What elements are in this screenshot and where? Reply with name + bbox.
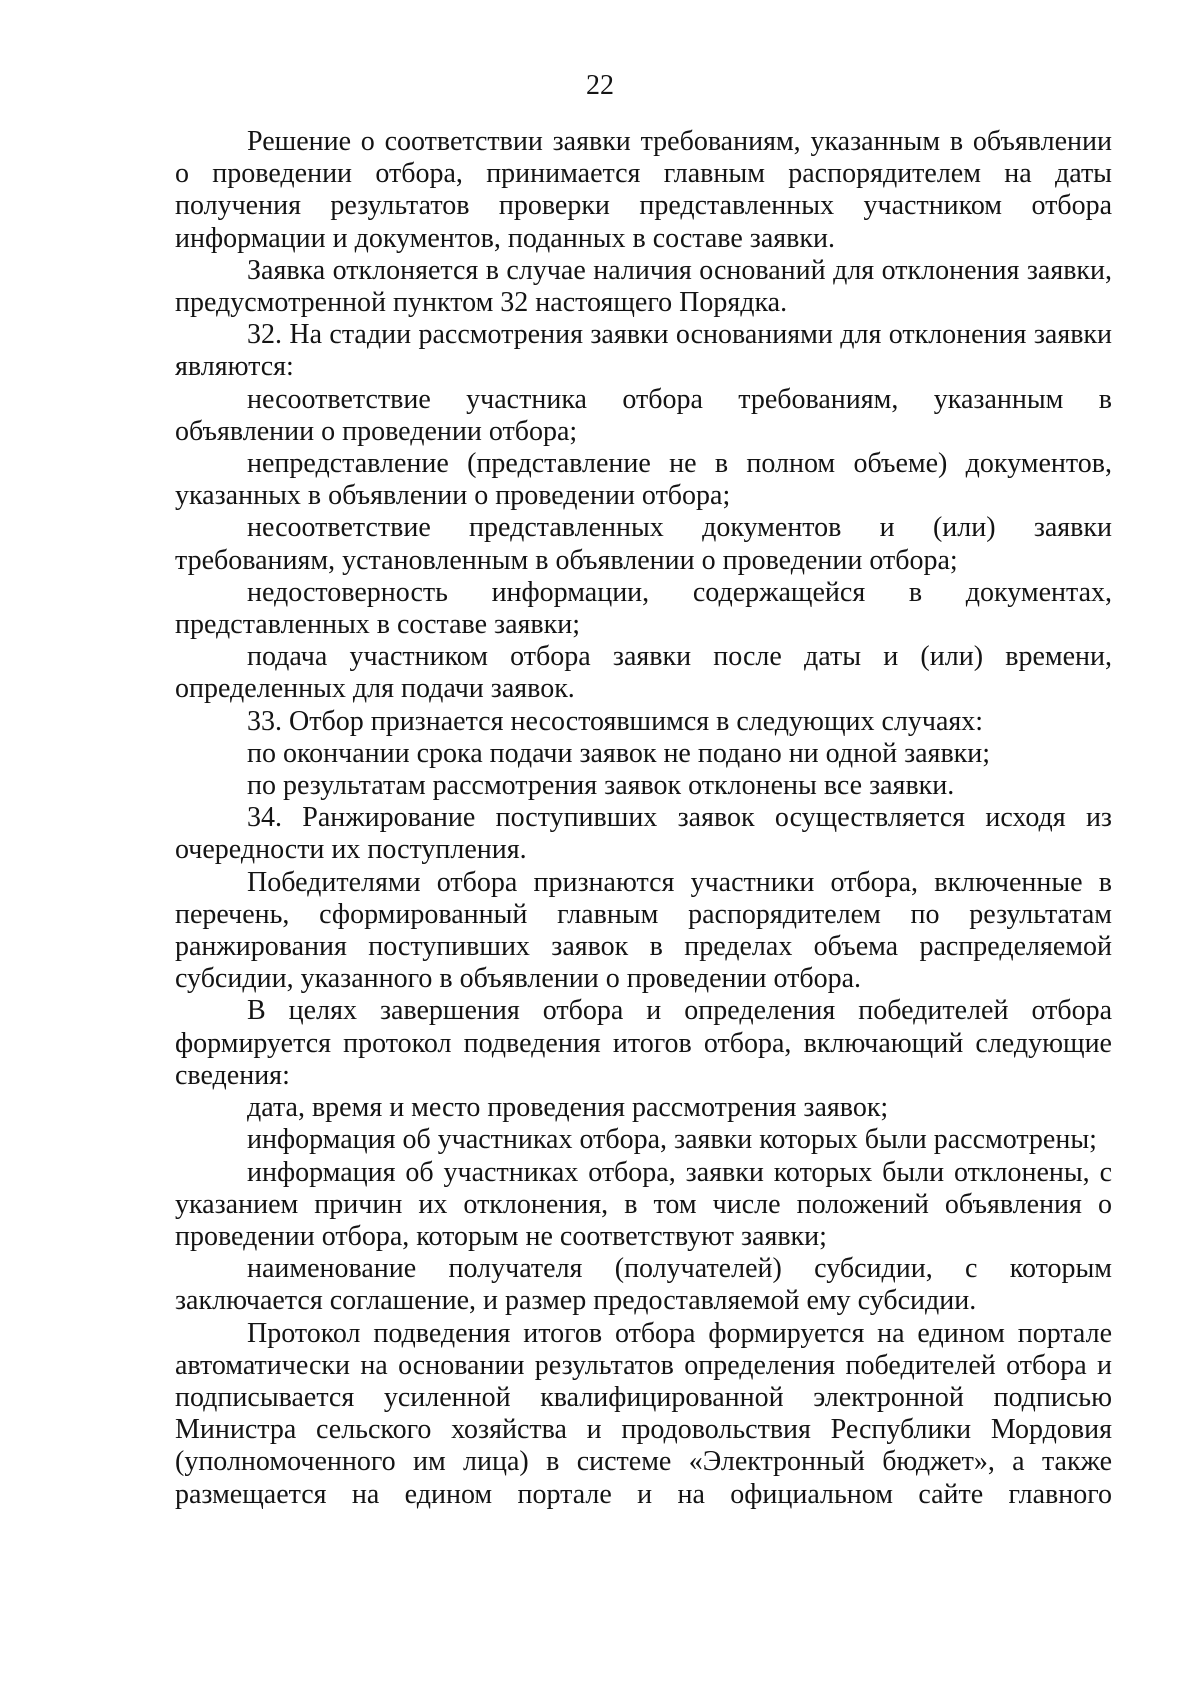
paragraph: подача участником отбора заявки после даты и (или) времени, определенных для подачи заявок. <box>175 641 1112 705</box>
paragraph: несоответствие участника отбора требованиям, указанным в объявлении о проведении отбора; <box>175 383 1112 447</box>
paragraph: В целях завершения отбора и определения победителей отбора формируется протокол подведения итогов отбора, включающий следующие сведения: <box>175 995 1112 1091</box>
paragraph: 34. Ранжирование поступивших заявок осуществляется исходя из очередности их поступления. <box>175 802 1112 866</box>
paragraph: Победителями отбора признаются участники отбора, включенные в перечень, сформированный главным распорядителем по результатам ранжирования поступивших заявок в пределах объема распределяемой субсидии, указанного в объявлении о проведении отбора. <box>175 866 1112 995</box>
paragraph: непредставление (представление не в полном объеме) документов, указанных в объявлении о проведении отбора; <box>175 448 1112 512</box>
paragraph: несоответствие представленных документов и (или) заявки требованиям, установленным в объявлении о проведении отбора; <box>175 512 1112 576</box>
paragraph: Решение о соответствии заявки требованиям, указанным в объявлении о проведении отбора, принимается главным распорядителем на даты получения результатов проверки представленных участником отбора информации и документов, поданных в составе заявки. <box>175 126 1112 254</box>
paragraph: информация об участниках отбора, заявки которых были отклонены, с указанием причин их отклонения, в том числе положений объявления о проведении отбора, которым не соответствуют заявки; <box>175 1156 1112 1252</box>
paragraph: информация об участниках отбора, заявки которых были рассмотрены; <box>247 1124 1097 1156</box>
paragraph: по окончании срока подачи заявок не подано ни одной заявки; <box>247 737 991 769</box>
paragraph: Протокол подведения итогов отбора формируется на едином портале автоматически на основании результатов определения победителей отбора и подписывается усиленной квалифицированной электронной подписью Министра сельского хозяйства и продовольствия Республики Мордовия (уполномоченного им лица) в системе «Электронный бюджет», а также размещается на едином портале и на официальном сайте главного <box>175 1317 1112 1510</box>
paragraph: по результатам рассмотрения заявок отклонены все заявки. <box>247 770 955 802</box>
paragraph: 32. На стадии рассмотрения заявки основаниями для отклонения заявки являются: <box>175 319 1112 383</box>
paragraph: Заявка отклоняется в случае наличия оснований для отклонения заявки, предусмотренной пунктом 32 настоящего Порядка. <box>175 254 1112 319</box>
page-number: 22 <box>586 70 614 101</box>
paragraph: дата, время и место проведения рассмотрения заявок; <box>247 1092 889 1124</box>
document-body <box>175 126 1112 1511</box>
paragraph: 33. Отбор признается несостоявшимся в следующих случаях: <box>247 705 984 737</box>
paragraph: недостоверность информации, содержащейся в документах, представленных в составе заявки; <box>175 576 1112 641</box>
paragraph: наименование получателя (получателей) субсидии, с которым заключается соглашение, и размер предоставляемой ему субсидии. <box>175 1253 1112 1317</box>
